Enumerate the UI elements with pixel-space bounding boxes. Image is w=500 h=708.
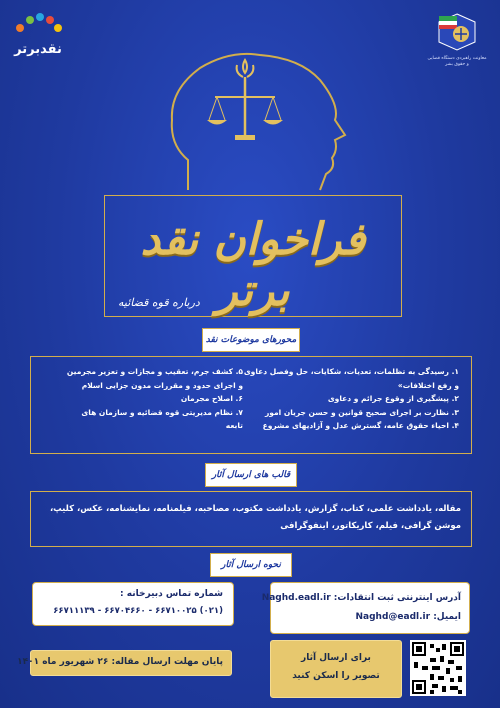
naghd-bartar-logo [12,12,64,72]
list-item: ۶. اصلاح مجرمان [180,394,243,403]
people-icon [12,12,64,38]
page-subtitle: درباره قوه قضائیه [118,296,200,309]
list-item: ۳. نظارت بر اجرای صحیح قوانین و حسن جریان امور [264,407,459,417]
phone-card [32,582,234,626]
deadline-text: پایان مهلت ارسال مقاله: ۲۶ شهریور ماه ۱۴۰۱ [17,657,223,667]
deadline-banner [17,650,232,676]
topics-left-list [43,365,243,433]
email-link[interactable]: Naghd@eadl.ir [355,612,431,622]
list-item: ۲. پیشگیری از وقوع جرائم و دعاوی [327,394,459,403]
scales-of-justice-icon [205,55,285,150]
topics-section-title: محورهای موضوعات نقد [202,328,300,352]
address-label: آدرس اینترنتی ثبت انتقادات: [333,593,461,603]
formats-section-title: قالب های ارسال آثار [205,463,297,487]
email-label: ایمیل: [433,612,461,622]
formats-line: موشن گرافی، فیلم، کاریکاتور، اینفوگرافی [280,521,461,531]
list-item: ۵. کشف جرم، تعقیب و مجازات و تعزیر مجرمین [66,367,243,376]
judiciary-emblem-icon [435,12,479,52]
scan-line-2: تصویر را اسکن کنید [292,671,380,681]
formats-box [30,491,472,547]
qr-code[interactable] [410,640,466,696]
formats-list [41,501,461,535]
topics-box [30,356,472,454]
address-link[interactable]: Naghd.eadl.ir [261,593,331,603]
topics-right-list [243,365,459,433]
logo-caption: معاونت راهبردی دستگاه قضایی و حقوق بشر [427,56,487,67]
phone-label: شماره تماس دبیرخانه : [120,589,223,599]
page-title: فراخوان نقد برتر [140,214,366,316]
scan-banner [270,640,402,698]
list-item: تابعه [225,421,243,430]
scan-line-1: برای ارسال آثار [301,653,371,663]
list-item: ۴. احیاء حقوق عامه، گسترش عدل و آزادیهای مشروع [262,421,459,430]
phone-numbers: (۰۲۱) ۶۶۷۱۰۰۲۵ - ۶۶۷۰۴۶۶۰ - ۶۶۷۱۱۱۳۹ [53,606,223,616]
list-item: و رفع اختلافات» [397,380,459,390]
submission-section-title: نحوه ارسال آثار [210,553,292,577]
logo-brand-text: نقدبرتر [14,42,62,57]
list-item: ۱. رسیدگی به تظلمات، تعدیات، شکایات، حل وفصل دعاوی [243,367,459,376]
judiciary-logo [426,12,488,72]
list-item: ۷. نظام مدیریتی قوه قضائیه و سازمان های [81,407,243,417]
address-card [261,582,470,634]
qr-code-icon [410,640,466,696]
formats-line: مقاله، یادداشت علمی، کتاب، گزارش، یادداشت مکتوب، مصاحبه، فیلمنامه، نمایشنامه، عکس، کلیپ، [49,504,461,514]
list-item: و اجرای حدود و مقررات مدون جزایی اسلام [81,380,243,390]
